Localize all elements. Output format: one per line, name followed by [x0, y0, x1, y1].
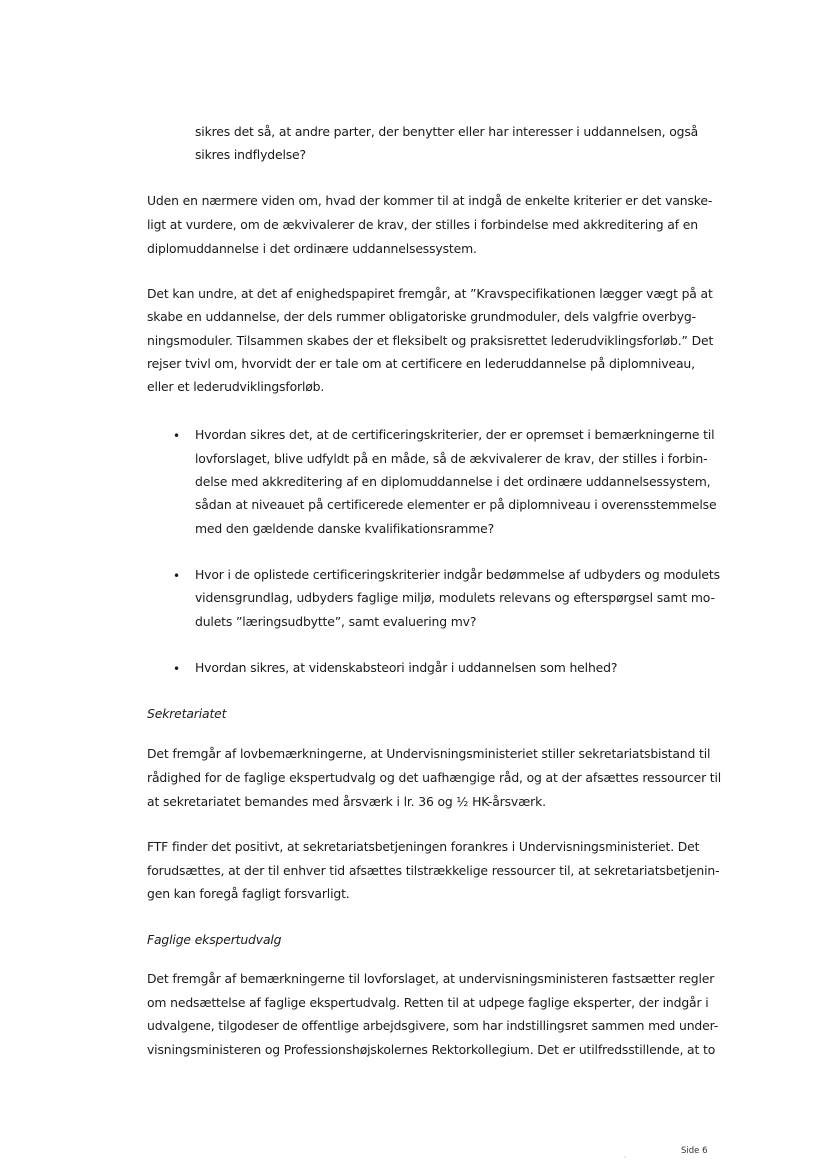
- section-heading: Sekretariatet: [147, 706, 227, 721]
- text-line: skabe en uddannelse, der dels rummer obligatoriske grundmoduler, dels valgfrie overbyg-: [147, 309, 696, 324]
- text-line: Det kan undre, at det af enighedspapiret fremgår, at ”Kravspecifikationen lægger vægt på at: [147, 286, 713, 301]
- text-line: rejser tvivl om, hvorvidt der er tale om at certificere en lederuddannelse på diplomniveau,: [147, 356, 695, 371]
- text-line: rådighed for de faglige ekspertudvalg og det uafhængige råd, og at der afsættes ressourcer til: [147, 770, 722, 785]
- text-line: vidensgrundlag, udbyders faglige miljø, modulets relevans og efterspørgsel samt mo-: [195, 590, 715, 605]
- text-line: med den gældende danske kvalifikationsramme?: [195, 521, 495, 536]
- footer-mark: ,: [624, 1151, 627, 1159]
- page-number: Side 6: [681, 1146, 708, 1156]
- text-line: udvalgene, tilgodeser de offentlige arbejdsgivere, som har indstillingsret sammen med under-: [147, 1018, 719, 1033]
- text-line: FTF finder det positivt, at sekretariatsbetjeningen forankres i Undervisningsministeriet. Det: [147, 839, 700, 854]
- bullet-marker: •: [173, 662, 181, 676]
- text-line: eller et lederudviklingsforløb.: [147, 379, 325, 394]
- section-heading: Faglige ekspertudvalg: [147, 932, 282, 947]
- text-line: sådan at niveauet på certificerede elementer er på diplomniveau i overensstemmelse: [195, 497, 717, 512]
- text-line: Det fremgår af lovbemærkningerne, at Undervisningsministeriet stiller sekretariatsbistand til: [147, 746, 711, 761]
- text-line: sikres indflydelse?: [195, 147, 306, 162]
- text-line: om nedsættelse af faglige ekspertudvalg. Retten til at udpege faglige eksperter, der indgår i: [147, 995, 709, 1010]
- text-line: diplomuddannelse i det ordinære uddannelsessystem.: [147, 241, 477, 256]
- text-line: Uden en nærmere viden om, hvad der kommer til at indgå de enkelte kriterier er det vanske-: [147, 193, 713, 208]
- text-line: forudsættes, at der til enhver tid afsættes tilstrækkelige ressourcer til, at sekretariatsbetjenin-: [147, 863, 720, 878]
- text-line: dulets ”læringsudbytte”, samt evaluering mv?: [195, 614, 477, 629]
- text-line: ningsmoduler. Tilsammen skabes der et fleksibelt og praksisrettet lederudviklingsforløb.” Det: [147, 333, 714, 348]
- text-line: ligt at vurdere, om de ækvivalerer de krav, der stilles i forbindelse med akkreditering af en: [147, 217, 698, 232]
- text-line: Hvordan sikres det, at de certificeringskriterier, der er opremset i bemærkningerne til: [195, 427, 715, 442]
- text-line: visningsministeren og Professionshøjskolernes Rektorkollegium. Det er utilfredsstillende, at to: [147, 1042, 716, 1057]
- text-line: Det fremgår af bemærkningerne til lovforslaget, at undervisningsministeren fastsætter regler: [147, 971, 715, 986]
- text-line: Hvor i de oplistede certificeringskriterier indgår bedømmelse af udbyders og modulets: [195, 567, 720, 582]
- bullet-marker: •: [173, 429, 181, 443]
- text-line: lovforslaget, blive udfyldt på en måde, så de ækvivalerer de krav, der stilles i forbin-: [195, 451, 708, 466]
- text-line: gen kan foregå fagligt forsvarligt.: [147, 886, 350, 901]
- text-line: delse med akkreditering af en diplomuddannelse i det ordinære uddannelsessystem,: [195, 474, 711, 489]
- text-line: Hvordan sikres, at videnskabsteori indgår i uddannelsen som helhed?: [195, 660, 618, 675]
- bullet-marker: •: [173, 569, 181, 583]
- text-line: sikres det så, at andre parter, der benytter eller har interesser i uddannelsen, også: [195, 124, 699, 139]
- text-line: at sekretariatet bemandes med årsværk i lr. 36 og ½ HK-årsværk.: [147, 794, 546, 809]
